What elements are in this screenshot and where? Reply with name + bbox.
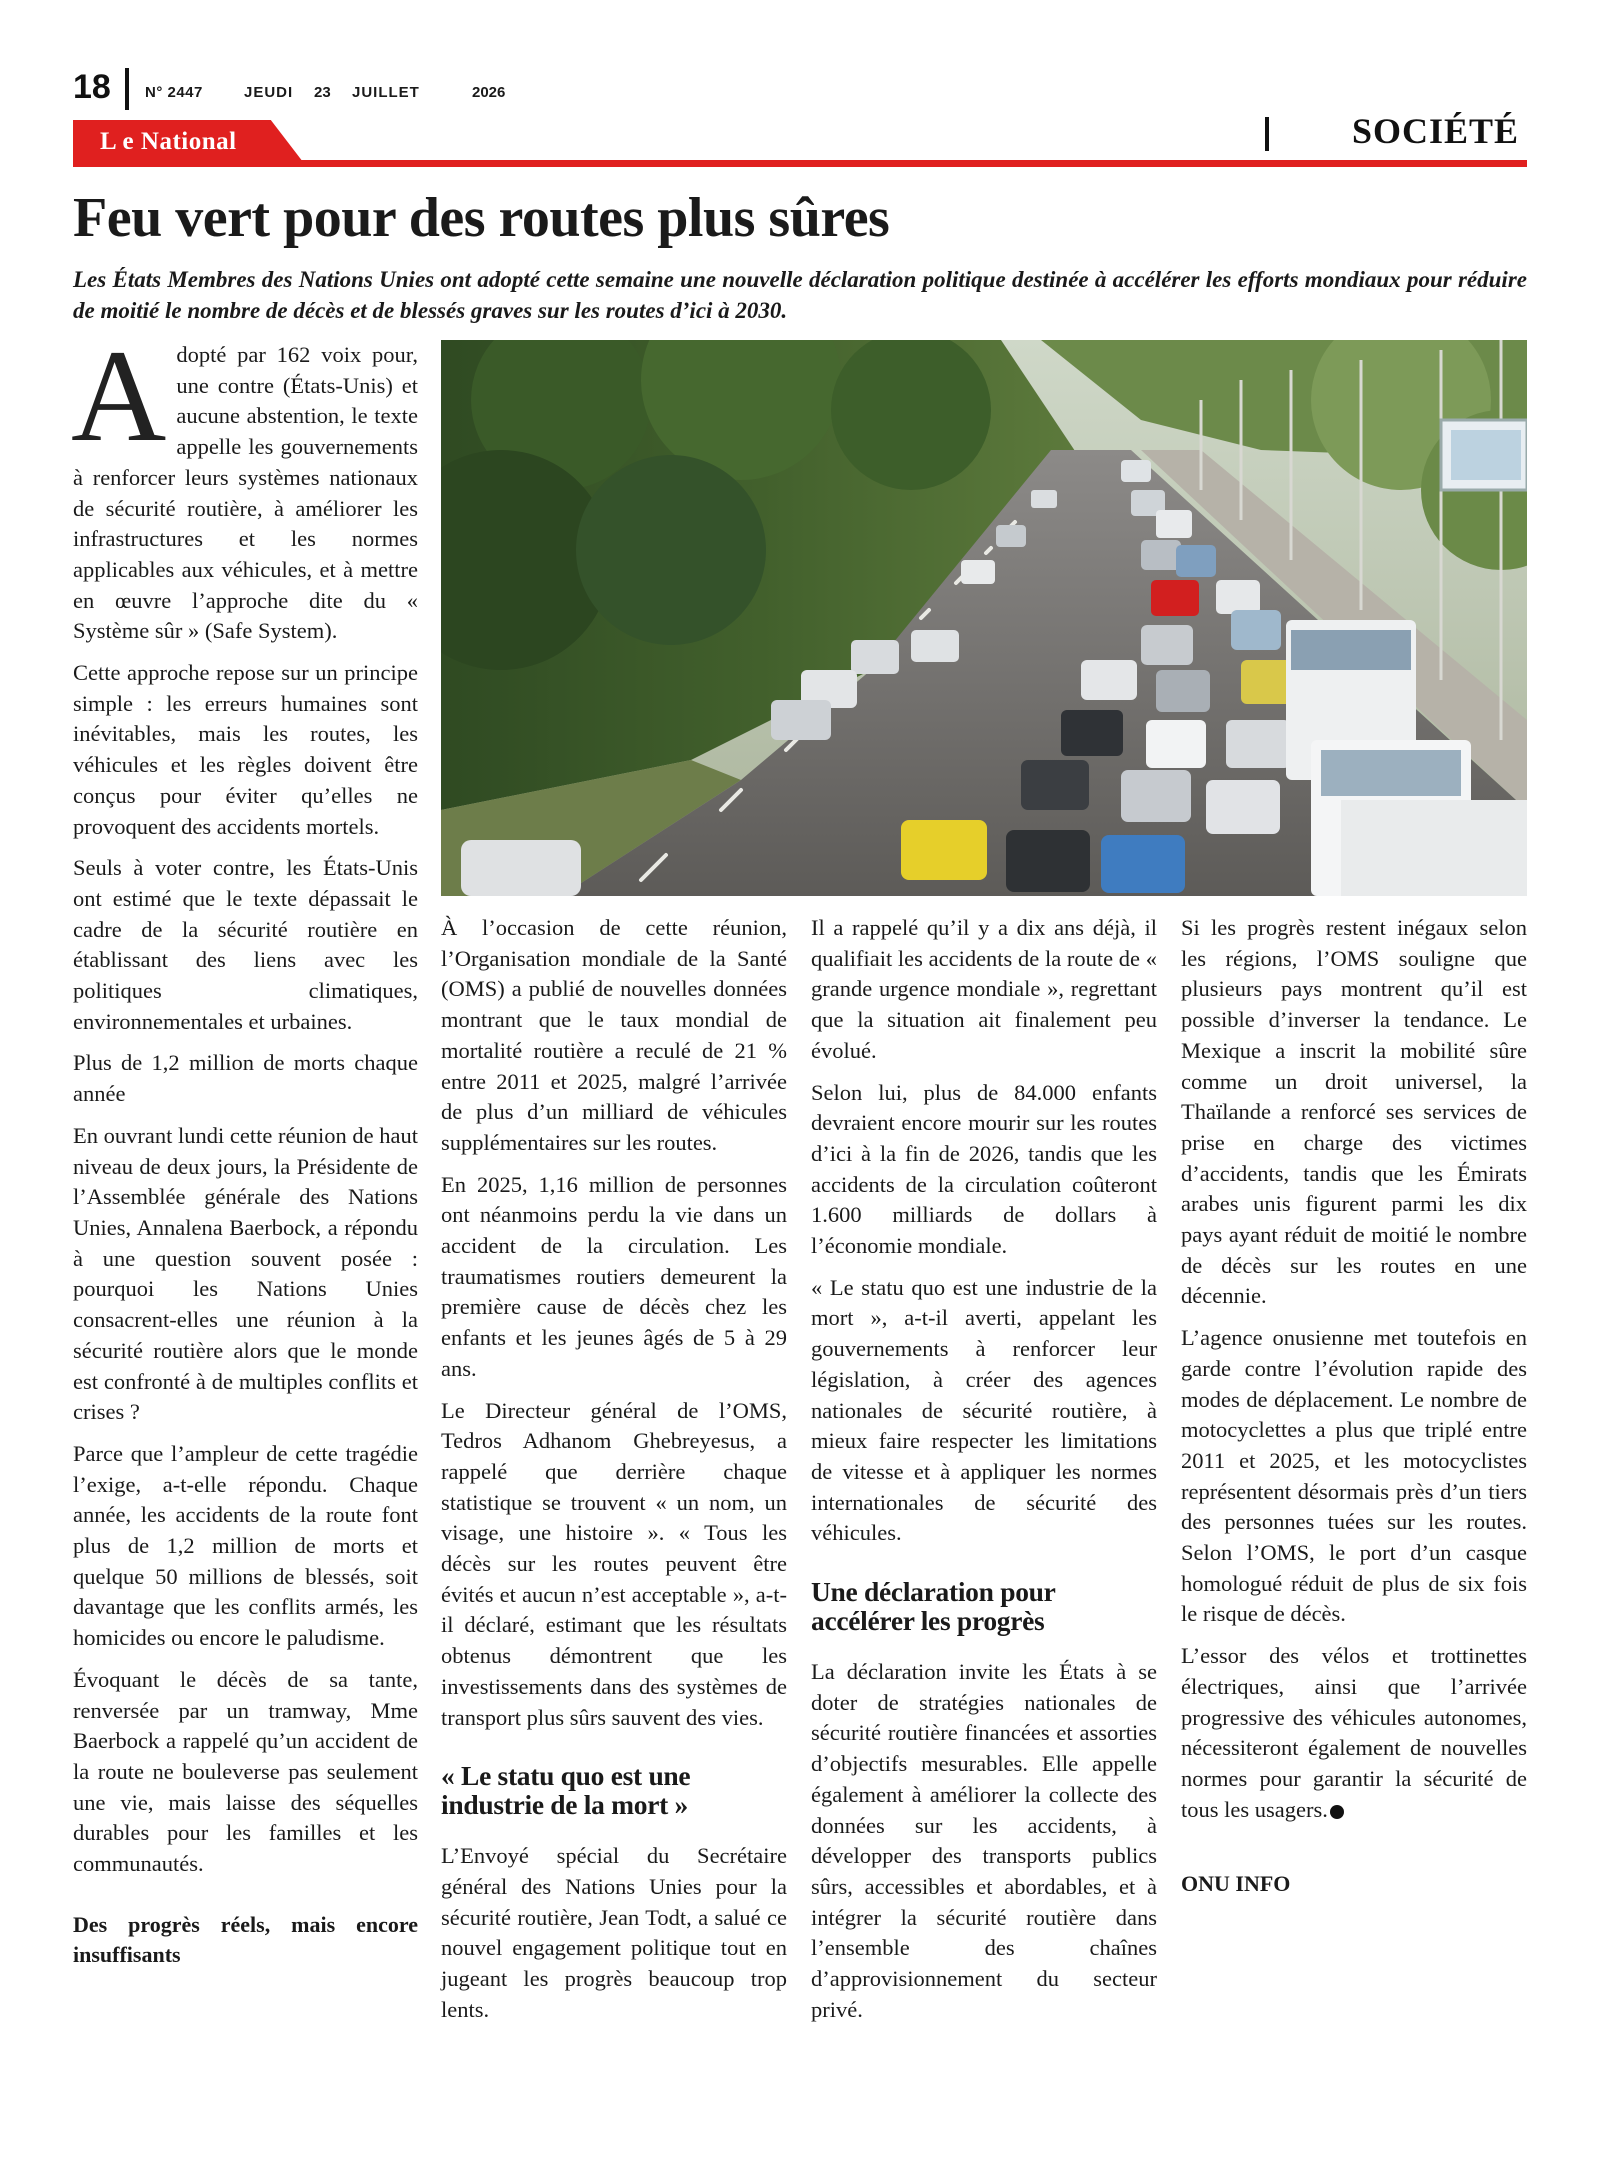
paragraph <box>1181 1641 1527 1825</box>
paragraph: Si les progrès restent inégaux selon les régions, l’OMS souligne que plusieurs pays montrent qu’il est possible d’inverser la tendance. Le Mexique a inscrit la mobilité sûre comme un droit universel, la Thaïlande a renforcé ses services de prise en charge des victimes d’accidents, tandis que les Émirats arabes unis figurent parmi les dix pays ayant réduit de moitié le nombre de décès sur les routes en une décennie. <box>1181 915 1527 1309</box>
paragraph: Seuls à voter contre, les États-Unis ont estimé que le texte dépassait le cadre de la sécurité routière en établissant des liens avec les politiques climatiques, environnementales et urbaines. <box>73 855 418 1034</box>
paragraph: L’agence onusienne met toutefois en garde contre l’évolution rapide des modes de déplacement. Le nombre de motocyclettes a plus que triplé entre 2011 et 2025, et les motocyclistes représentent désormais près d’un tiers des personnes tuées sur les routes. Selon l’OMS, le port d’un casque homologué réduit de plus de six fois le risque de décès. <box>1181 1325 1527 1627</box>
paragraph-text: dopté par 162 voix pour, une contre (États-Unis) et aucune abstention, le texte appelle les gouvernements à renforcer leurs systèmes nationaux de sécurité routière, à améliorer les infrastructures et les normes applicables aux véhicules, et à mettre en œuvre l’approche dite du « Système sûr » (Safe System). <box>73 342 418 644</box>
article-column-4 <box>1181 913 1527 1897</box>
page-number: 18 <box>73 68 111 106</box>
drop-cap: A <box>71 322 167 469</box>
article-signature: ONU INFO <box>1181 1871 1291 1897</box>
paragraph <box>71 322 418 647</box>
paragraph: Plus de 1,2 million de morts chaque année <box>73 1050 418 1107</box>
date-day: JEUDI <box>244 84 294 101</box>
issue-number: N° 2447 <box>145 84 203 101</box>
paragraph: Le Directeur général de l’OMS, Tedros Adhanom Ghebreyesus, a rappelé que derrière chaque statistique se trouvent « un nom, un visage, une histoire ». « Tous les décès sur les routes peuvent être évités et aucun n’est acceptable », a-t-il déclaré, estimant que les résultats obtenus démontrent que les investissements dans des systèmes de transport plus sûrs sauvent des vies. <box>441 1397 787 1730</box>
paragraph: En 2025, 1,16 million de personnes ont néanmoins perdu la vie dans un accident de la circulation. Les traumatismes routiers demeurent la première cause de décès chez les enfants et les jeunes âgés de 5 à 29 ans. <box>441 1171 787 1381</box>
rubric-separator <box>1265 117 1269 151</box>
paragraph: Il a rappelé qu’il y a dix ans déjà, il qualifiait les accidents de la route de « grande urgence mondiale », regrettant que la situation ait finalement peu évolué. <box>811 915 1157 1063</box>
header-rule <box>73 160 1527 167</box>
section-rubric: SOCIÉTÉ <box>1352 111 1520 151</box>
traffic-photo <box>441 340 1527 896</box>
paragraph: Évoquant le décès de sa tante, renversée par un tramway, Mme Baerbock a rappelé qu’un accident de la route ne bouleverse pas seulement une vie, mais laisse des séquelles durables pour les familles et les communautés. <box>73 1666 418 1877</box>
paragraph: La déclaration invite les États à se doter de stratégies nationales de sécurité routière financées et assorties d’objectifs mesurables. Elle appelle également à améliorer la collecte des données sur les accidents, à développer des transports publics sûrs, accessibles et abordables, et à intégrer la sécurité routière dans l’ensemble des chaînes d’approvisionnement du secteur privé. <box>811 1659 1157 2022</box>
paragraph: Cette approche repose sur un principe simple : les erreurs humaines sont inévitables, mais les routes, les véhicules et les règles doivent être conçus pour éviter qu’elles ne provoquent des accidents mortels. <box>73 660 418 839</box>
brand-label: L e National <box>100 128 237 155</box>
article-column-3 <box>811 913 1157 2037</box>
paragraph-text: L’essor des vélos et trottinettes électriques, ainsi que l’arrivée progressive des véhicules autonomes, nécessiteront également de nouvelles normes pour garantir la sécurité de tous les usagers. <box>1181 1643 1527 1822</box>
article-standfirst: Les États Membres des Nations Unies ont adopté cette semaine une nouvelle déclaration politique destinée à accélérer les efforts mondiaux pour réduire de moitié le nombre de décès et de blessés graves sur les routes d’ici à 2030. <box>73 267 1527 323</box>
date-year: 2026 <box>472 84 506 101</box>
article-column-2 <box>441 913 787 2037</box>
date-number: 23 <box>314 84 331 101</box>
article-column-1 <box>71 322 418 1970</box>
end-of-article-icon <box>1330 1805 1344 1819</box>
paragraph: Parce que l’ampleur de cette tragédie l’exige, a-t-elle répondu. Chaque année, les accidents de la route font plus de 1,2 million de morts et quelque 50 millions de blessés, soit davantage que les conflits armés, les homicides ou encore le paludisme. <box>73 1440 418 1651</box>
date-month: JUILLET <box>352 84 420 101</box>
paragraph: L’Envoyé spécial du Secrétaire général des Nations Unies pour la sécurité routière, Jean Todt, a salué ce nouvel engagement politique tout en jugeant les progrès beaucoup trop lents. <box>441 1843 787 2022</box>
paragraph: « Le statu quo est une industrie de la mort », a-t-il averti, appelant les gouvernements à renforcer leur législation, à créer des agences nationales de sécurité routière, à mieux faire respecter les limitations de vitesse et à appliquer les normes internationales de sécurité des véhicules. <box>811 1274 1157 1546</box>
page-number-separator <box>125 68 129 110</box>
article-headline: Feu vert pour des routes plus sûres <box>73 187 890 249</box>
paragraph: À l’occasion de cette réunion, l’Organisation mondiale de la Santé (OMS) a publié de nouvelles données montrant que le taux mondial de mortalité routière a reculé de 21 % entre 2011 et 2025, malgré l’arrivée de plus d’un milliard de véhicules supplémentaires sur les routes. <box>441 915 787 1155</box>
paragraph: En ouvrant lundi cette réunion de haut niveau de deux jours, la Présidente de l’Assemblée générale des Nations Unies, Annalena Baerbock, a répondu à une question souvent posée : pourquoi les Nations Unies consacrent-elles une réunion à la sécurité routière alors que le monde est confronté à de multiples conflits et crises ? <box>73 1122 418 1425</box>
paragraph: Selon lui, plus de 84.000 enfants devraient encore mourir sur les routes d’ici à la fin de 2026, tandis que les accidents de la circulation coûteront 1.600 milliards de dollars à l’économie mondiale. <box>811 1079 1157 1259</box>
intertitle: Des progrès réels, mais encore insuffisants <box>73 1911 418 1967</box>
section-subhead: Une déclaration pour accélérer les progrès <box>811 1576 1056 1637</box>
section-subhead: « Le statu quo est une industrie de la mort » <box>441 1760 691 1821</box>
